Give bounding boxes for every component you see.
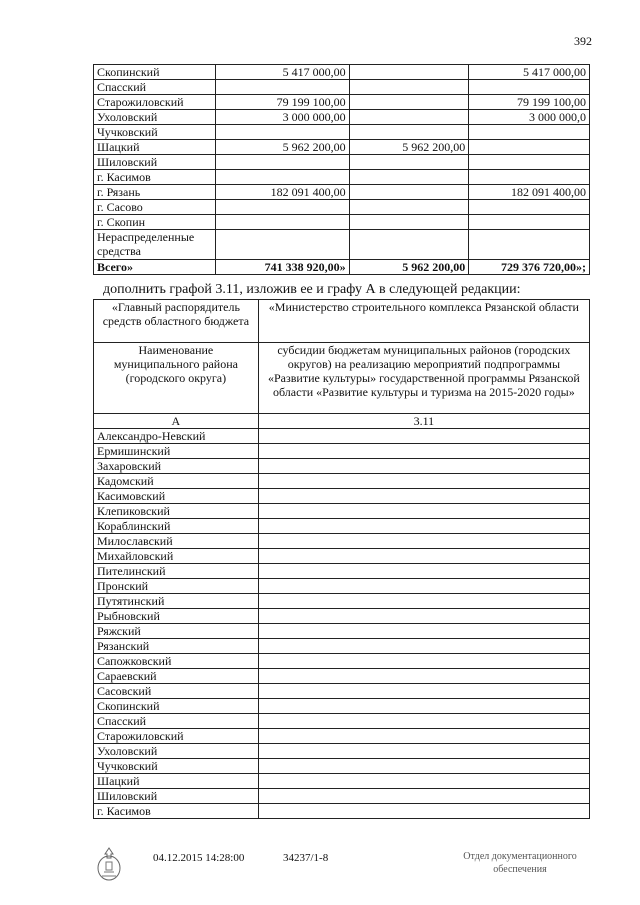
value-cell — [258, 654, 589, 669]
district-name-cell: Клепиковский — [94, 504, 259, 519]
value-cell — [258, 549, 589, 564]
amount-cell — [215, 125, 349, 140]
header-row-2 — [94, 343, 590, 414]
table-row — [94, 669, 590, 684]
value-cell — [258, 684, 589, 699]
amount-cell — [349, 155, 469, 170]
district-name-cell: Кадомский — [94, 474, 259, 489]
amount-cell — [349, 95, 469, 110]
district-name-cell: Скопинский — [94, 699, 259, 714]
districts-table — [93, 299, 590, 819]
amount-cell — [215, 230, 349, 260]
district-name-cell: Скопинский — [94, 65, 216, 80]
value-cell — [258, 489, 589, 504]
footer-doc-number: 34237/1-8 — [283, 852, 329, 864]
table-row — [94, 654, 590, 669]
table-row — [94, 489, 590, 504]
amount-cell — [215, 80, 349, 95]
coat-of-arms-icon — [94, 846, 124, 884]
district-name-cell: Михайловский — [94, 549, 259, 564]
table-row — [94, 789, 590, 804]
table-row — [94, 170, 590, 185]
value-cell — [258, 624, 589, 639]
amount-cell — [469, 200, 590, 215]
table-row — [94, 230, 590, 260]
amount-cell — [349, 215, 469, 230]
value-cell — [258, 729, 589, 744]
table-row — [94, 95, 590, 110]
value-cell — [258, 564, 589, 579]
value-cell — [258, 519, 589, 534]
amount-cell: 729 376 720,00»; — [469, 260, 590, 275]
amount-cell — [469, 125, 590, 140]
header-cell: субсидии бюджетам муниципальных районов (городских округов) на реализацию мероприятий подпрограммы «Развитие культуры» государственной программы Рязанской области «Развитие культуры и туризма на 2015-2020 годы» — [258, 343, 589, 414]
value-cell — [258, 774, 589, 789]
amount-cell — [469, 215, 590, 230]
table-row — [94, 200, 590, 215]
column-label-row — [94, 414, 590, 429]
amount-cell — [469, 140, 590, 155]
district-name-cell: Касимовский — [94, 489, 259, 504]
value-cell — [258, 714, 589, 729]
district-name-cell: Ряжский — [94, 624, 259, 639]
table-row — [94, 459, 590, 474]
amount-cell: 5 962 200,00 — [215, 140, 349, 155]
amount-cell: 182 091 400,00 — [469, 185, 590, 200]
district-name-cell: Старожиловский — [94, 95, 216, 110]
district-name-cell: Всего» — [94, 260, 216, 275]
table-row — [94, 729, 590, 744]
table-row — [94, 699, 590, 714]
table-row — [94, 759, 590, 774]
district-name-cell: Александро-Невский — [94, 429, 259, 444]
amount-cell — [349, 80, 469, 95]
amount-cell: 79 199 100,00 — [469, 95, 590, 110]
header-cell: «Главный распорядитель средств областного бюджета — [94, 300, 259, 343]
district-name-cell: Пителинский — [94, 564, 259, 579]
header-row-1 — [94, 300, 590, 343]
header-cell: Наименование муниципального района (городского округа) — [94, 343, 259, 414]
amount-cell — [349, 125, 469, 140]
header-cell: «Министерство строительного комплекса Рязанской области — [258, 300, 589, 343]
table-row — [94, 504, 590, 519]
amount-cell — [215, 215, 349, 230]
table-row — [94, 774, 590, 789]
district-name-cell: Сасовский — [94, 684, 259, 699]
district-name-cell: Рязанский — [94, 639, 259, 654]
amount-cell — [469, 230, 590, 260]
district-name-cell: г. Касимов — [94, 170, 216, 185]
value-cell — [258, 474, 589, 489]
column-label: 3.11 — [258, 414, 589, 429]
value-cell — [258, 429, 589, 444]
district-name-cell: Ухоловский — [94, 744, 259, 759]
table-row — [94, 804, 590, 819]
amount-cell — [349, 185, 469, 200]
table-row — [94, 534, 590, 549]
value-cell — [258, 444, 589, 459]
district-name-cell: Чучковский — [94, 759, 259, 774]
value-cell — [258, 504, 589, 519]
amount-cell: 3 000 000,00 — [215, 110, 349, 125]
value-cell — [258, 534, 589, 549]
amount-cell — [215, 155, 349, 170]
district-name-cell: Рыбновский — [94, 609, 259, 624]
district-name-cell: Шацкий — [94, 774, 259, 789]
value-cell — [258, 699, 589, 714]
table-row — [94, 549, 590, 564]
amount-cell — [349, 200, 469, 215]
district-name-cell: Шиловский — [94, 155, 216, 170]
column-label: А — [94, 414, 259, 429]
table-row — [94, 155, 590, 170]
amount-cell — [215, 170, 349, 185]
instruction-text: дополнить графой 3.11, изложив ее и графу А в следующей редакции: — [103, 282, 521, 297]
amount-cell: 3 000 000,0 — [469, 110, 590, 125]
amount-cell — [349, 170, 469, 185]
amount-cell: 5 417 000,00 — [215, 65, 349, 80]
amount-cell: 5 417 000,00 — [469, 65, 590, 80]
table-row — [94, 579, 590, 594]
district-name-cell: г. Касимов — [94, 804, 259, 819]
amount-cell — [215, 200, 349, 215]
district-name-cell: Шиловский — [94, 789, 259, 804]
department-stamp: Отдел документационного обеспечения — [463, 851, 577, 875]
table-row — [94, 260, 590, 275]
district-name-cell: Шацкий — [94, 140, 216, 155]
district-name-cell: Спасский — [94, 714, 259, 729]
table-row — [94, 185, 590, 200]
amount-cell: 182 091 400,00 — [215, 185, 349, 200]
table-row — [94, 744, 590, 759]
footer-datetime: 04.12.2015 14:28:00 — [153, 852, 245, 864]
value-cell — [258, 669, 589, 684]
value-cell — [258, 609, 589, 624]
amount-cell — [469, 80, 590, 95]
table-row — [94, 564, 590, 579]
amount-cell — [469, 170, 590, 185]
amount-cell: 741 338 920,00» — [215, 260, 349, 275]
table-row — [94, 639, 590, 654]
district-name-cell: Путятинский — [94, 594, 259, 609]
table-row — [94, 609, 590, 624]
amount-cell — [469, 155, 590, 170]
table-row — [94, 65, 590, 80]
district-name-cell: г. Скопин — [94, 215, 216, 230]
district-name-cell: Сараевский — [94, 669, 259, 684]
district-name-cell: г. Рязань — [94, 185, 216, 200]
value-cell — [258, 639, 589, 654]
amount-cell — [349, 230, 469, 260]
table-row — [94, 125, 590, 140]
value-cell — [258, 789, 589, 804]
table-row — [94, 594, 590, 609]
table-row — [94, 444, 590, 459]
district-name-cell: Нераспределенные средства — [94, 230, 216, 260]
district-name-cell: г. Сасово — [94, 200, 216, 215]
amount-cell — [349, 65, 469, 80]
funding-table — [93, 64, 590, 275]
district-name-cell: Захаровский — [94, 459, 259, 474]
district-name-cell: Милославский — [94, 534, 259, 549]
amount-cell — [349, 110, 469, 125]
amount-cell: 5 962 200,00 — [349, 140, 469, 155]
district-name-cell: Старожиловский — [94, 729, 259, 744]
district-name-cell: Кораблинский — [94, 519, 259, 534]
value-cell — [258, 759, 589, 774]
value-cell — [258, 804, 589, 819]
amount-cell: 5 962 200,00 — [349, 260, 469, 275]
table-row — [94, 624, 590, 639]
table-row — [94, 429, 590, 444]
table-row — [94, 140, 590, 155]
table-row — [94, 80, 590, 95]
district-name-cell: Сапожковский — [94, 654, 259, 669]
table-row — [94, 110, 590, 125]
district-name-cell: Чучковский — [94, 125, 216, 140]
table-row — [94, 684, 590, 699]
page-number: 392 — [574, 34, 592, 48]
district-name-cell: Спасский — [94, 80, 216, 95]
amount-cell: 79 199 100,00 — [215, 95, 349, 110]
value-cell — [258, 594, 589, 609]
district-name-cell: Ухоловский — [94, 110, 216, 125]
district-name-cell: Ермишинский — [94, 444, 259, 459]
value-cell — [258, 744, 589, 759]
district-name-cell: Пронский — [94, 579, 259, 594]
value-cell — [258, 459, 589, 474]
table-row — [94, 215, 590, 230]
table-row — [94, 714, 590, 729]
value-cell — [258, 579, 589, 594]
table-row — [94, 519, 590, 534]
table-row — [94, 474, 590, 489]
